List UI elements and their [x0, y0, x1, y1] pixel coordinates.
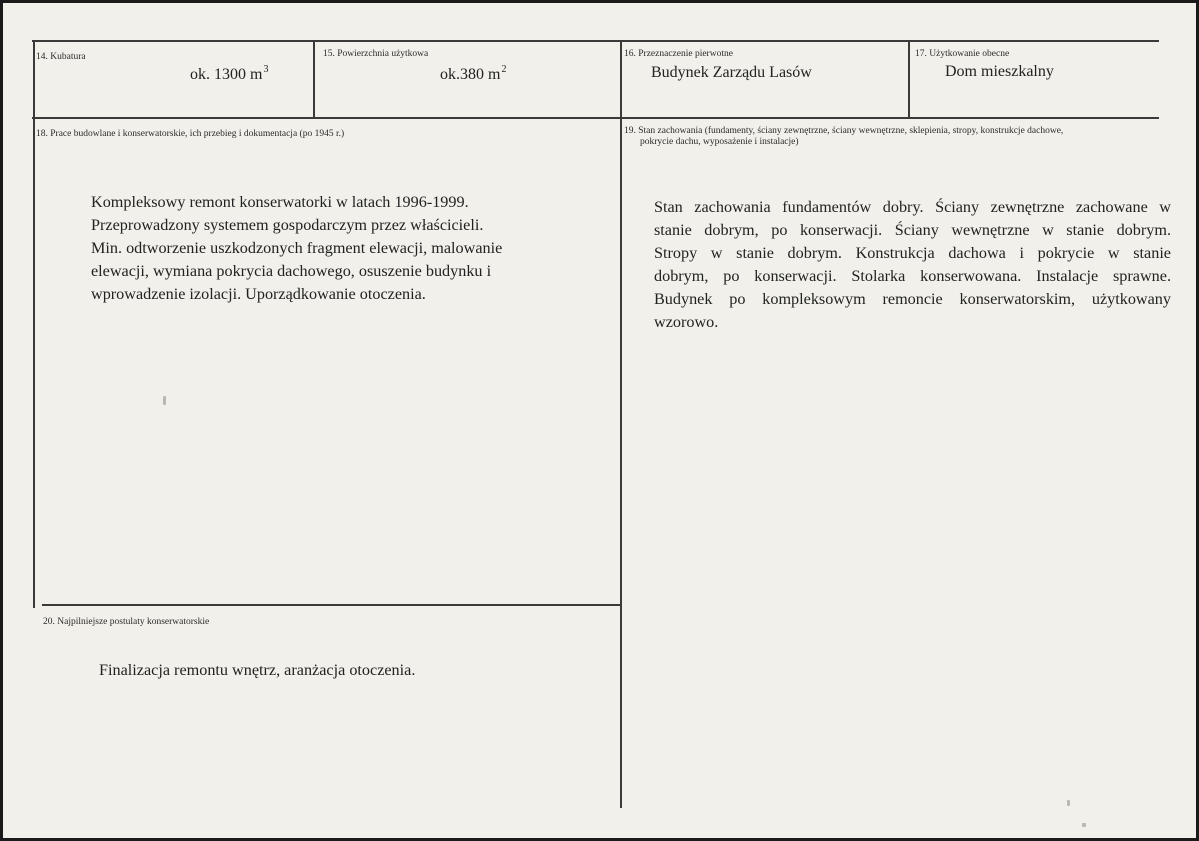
divider-15 [313, 41, 315, 118]
prace-line: wprowadzenie izolacji. Uporządkowanie otoczenia. [91, 285, 426, 303]
stan-line: Budynek po kompleksowym remoncie konserwatorskim, użytkowany [654, 290, 1171, 308]
prace-label: 18. Prace budowlane i konserwatorskie, ich przebieg i dokumentacja (po 1945 r.) [36, 129, 345, 139]
powierzchnia-label: 15. Powierzchnia użytkowa [323, 49, 429, 59]
stan-line: wzorowo. [654, 313, 719, 331]
kubatura-value [190, 66, 268, 84]
document-page [3, 3, 1196, 838]
postulaty-value: Finalizacja remontu wnętrz, aranżacja otoczenia. [99, 661, 416, 679]
header-bottom-rule [32, 117, 1159, 119]
kubatura-number: ok. 1300 m [190, 66, 263, 83]
powierzchnia-value [440, 66, 506, 84]
przeznaczenie-value: Budynek Zarządu Lasów [651, 64, 812, 81]
stan-line: Stan zachowania fundamentów dobry. Ściany zewnętrzne zachowane w [654, 198, 1171, 216]
stan-label-line-2: pokrycie dachu, wyposażenie i instalacje) [640, 137, 799, 147]
przeznaczenie-label: 16. Przeznaczenie pierwotne [624, 49, 733, 59]
stan-line: dobrym, po konserwacji. Stolarka konserwowana. Instalacje sprawne. [654, 267, 1171, 285]
uzytkowanie-label: 17. Użytkowanie obecne [915, 49, 1010, 59]
uzytkowanie-value: Dom mieszkalny [945, 63, 1054, 80]
divider-17 [908, 41, 910, 118]
prace-line: Kompleksowy remont konserwatorki w latach 1996-1999. [91, 193, 469, 211]
kubatura-exponent: 3 [263, 64, 269, 75]
prace-line: elewacji, wymiana pokrycia dachowego, osuszenie budynku i [91, 262, 492, 280]
prace-line: Przeprowadzony systemem gospodarczym przez właścicieli. [91, 216, 484, 234]
scan-speck [1082, 823, 1086, 827]
top-rule [32, 40, 1159, 42]
scan-speck [1067, 800, 1070, 806]
kubatura-label: 14. Kubatura [36, 52, 86, 62]
powierzchnia-exponent: 2 [501, 64, 507, 75]
section-20-top-rule [42, 604, 621, 606]
stan-line: Stropy w stanie dobrym. Konstrukcja dachowa i pokrycie w stanie [654, 244, 1171, 262]
stan-text [654, 196, 1171, 334]
left-rule [33, 41, 35, 608]
scan-speck [163, 396, 166, 405]
powierzchnia-number: ok.380 m [440, 66, 501, 83]
prace-line: Min. odtworzenie uszkodzonych fragment elewacji, malowanie [91, 239, 503, 257]
stan-label [624, 126, 1063, 148]
divider-16 [620, 41, 622, 808]
stan-label-line-1: 19. Stan zachowania (fundamenty, ściany zewnętrzne, ściany wewnętrzne, sklepienia, stropy, konstrukcje dachowe, [624, 126, 1064, 136]
prace-text [91, 191, 561, 306]
postulaty-label: 20. Najpilniejsze postulaty konserwatorskie [43, 617, 210, 627]
stan-line: stanie dobrym, po konserwacji. Ściany wewnętrzne w stanie dobrym. [654, 221, 1171, 239]
